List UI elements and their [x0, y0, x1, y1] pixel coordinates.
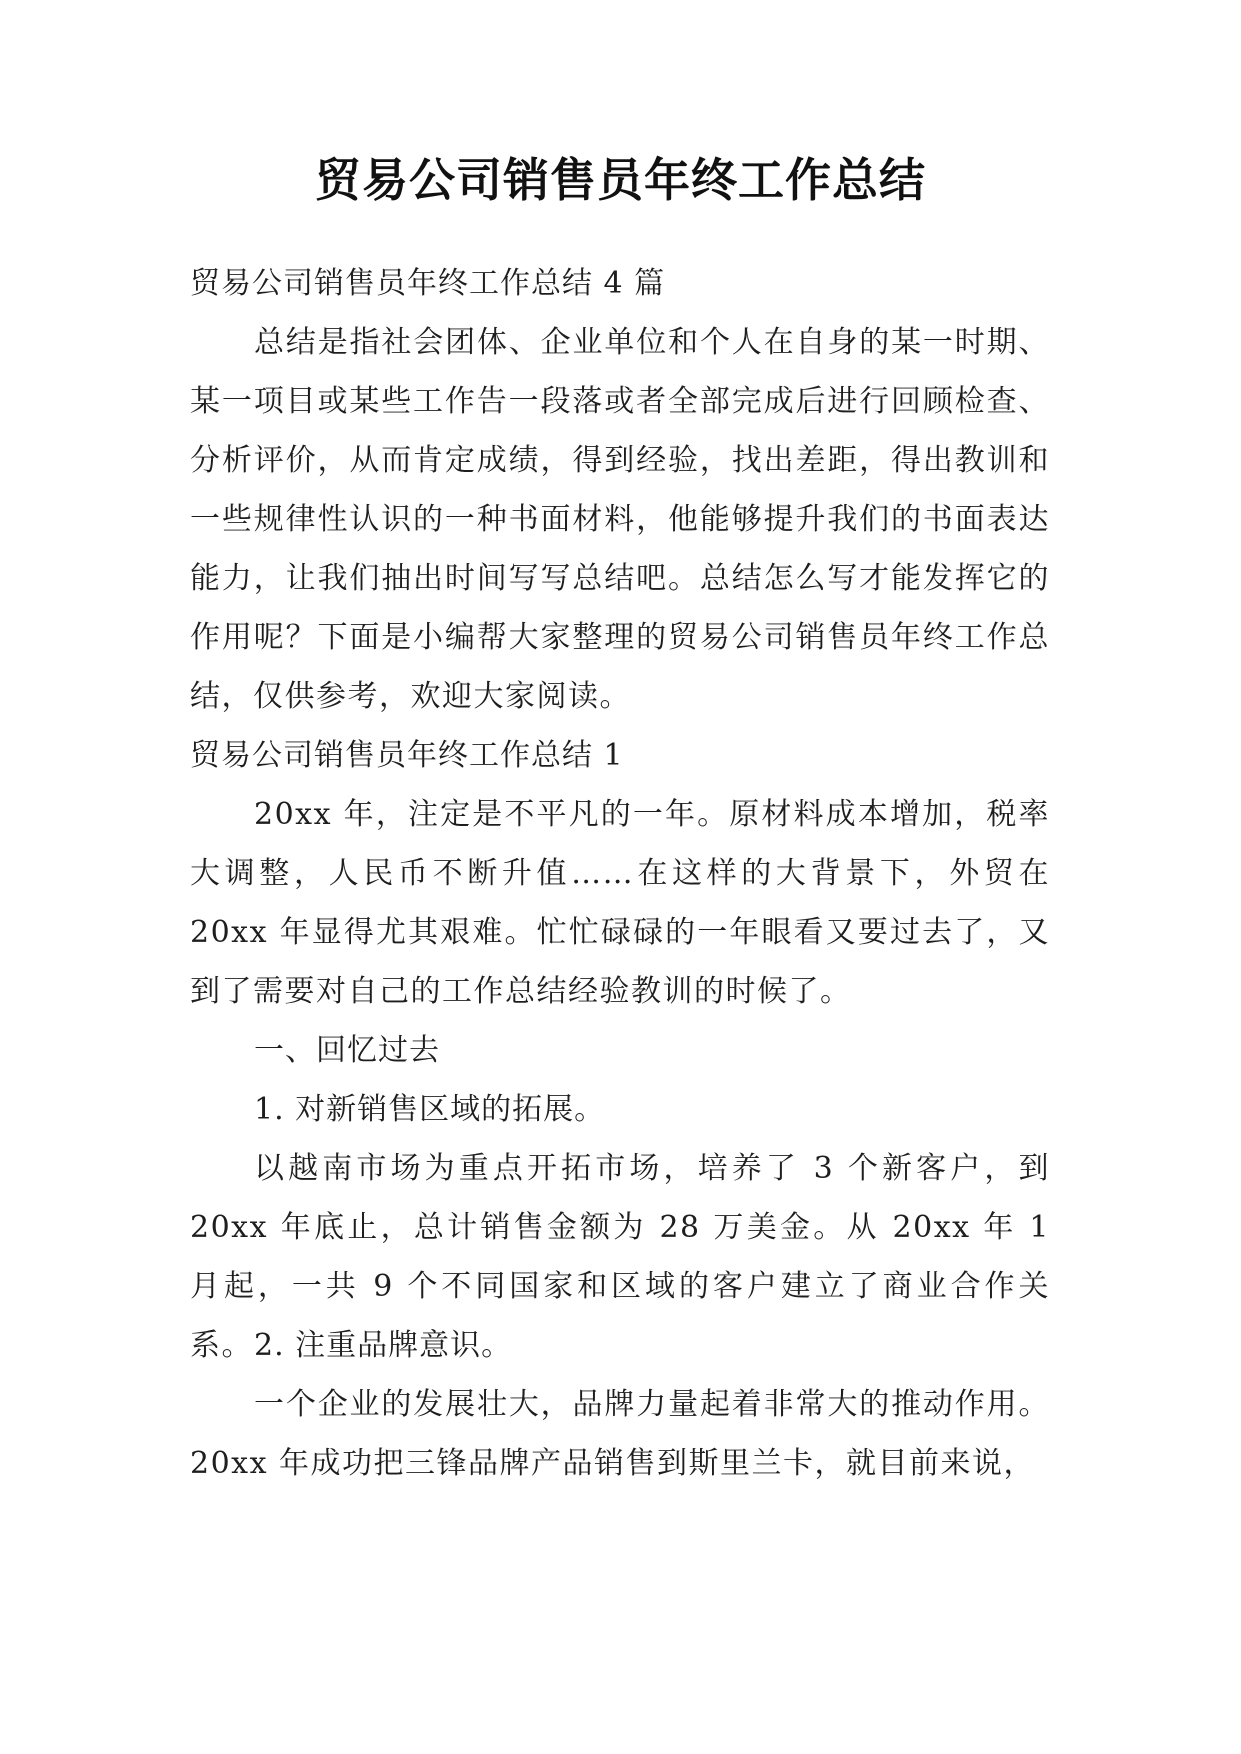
item-2-heading: 2. 注重品牌意识。	[254, 1328, 513, 1363]
document-title: 贸易公司销售员年终工作总结	[315, 153, 926, 207]
intro-paragraph: 总结是指社会团体、企业单位和个人在自身的某一时期、某一项目或某些工作告一段落或者全部完成后进行回顾检查、分析评价，从而肯定成绩，得到经验，找出差距，得出教训和一些规律性认识的一种书面材料，他能够提升我们的书面表达能力，让我们抽出时间写写总结吧。总结怎么写才能发挥它的作用呢？下面是小编帮大家整理的贸易公司销售员年终工作总结，仅供参考，欢迎大家阅读。	[190, 325, 1050, 714]
item-2-text: 一个企业的发展壮大，品牌力量起着非常大的推动作用。20xx 年成功把三锋品牌产品销售到斯里兰卡，就目前来说，	[190, 1387, 1050, 1481]
item-1-text: 以越南市场为重点开拓市场，培养了 3 个新客户，到 20xx 年底止，总计销售金额为 28 万美金。从 20xx 年 1 月起，一共 9 个不同国家和区域的客户建立了商业合作关系。	[190, 1151, 1050, 1363]
section-heading-1: 贸易公司销售员年终工作总结 1	[190, 738, 624, 773]
item-1-heading: 1. 对新销售区域的拓展。	[254, 1092, 606, 1127]
part-heading: 一、回忆过去	[254, 1033, 440, 1068]
subtitle-main: 贸易公司销售员年终工作总结 4 篇	[190, 266, 666, 301]
paragraph-1: 20xx 年，注定是不平凡的一年。原材料成本增加，税率大调整，人民币不断升值……在这样的大背景下，外贸在 20xx 年显得尤其艰难。忙忙碌碌的一年眼看又要过去了，又到了需要对自己的工作总结经验教训的时候了。	[190, 797, 1050, 1009]
